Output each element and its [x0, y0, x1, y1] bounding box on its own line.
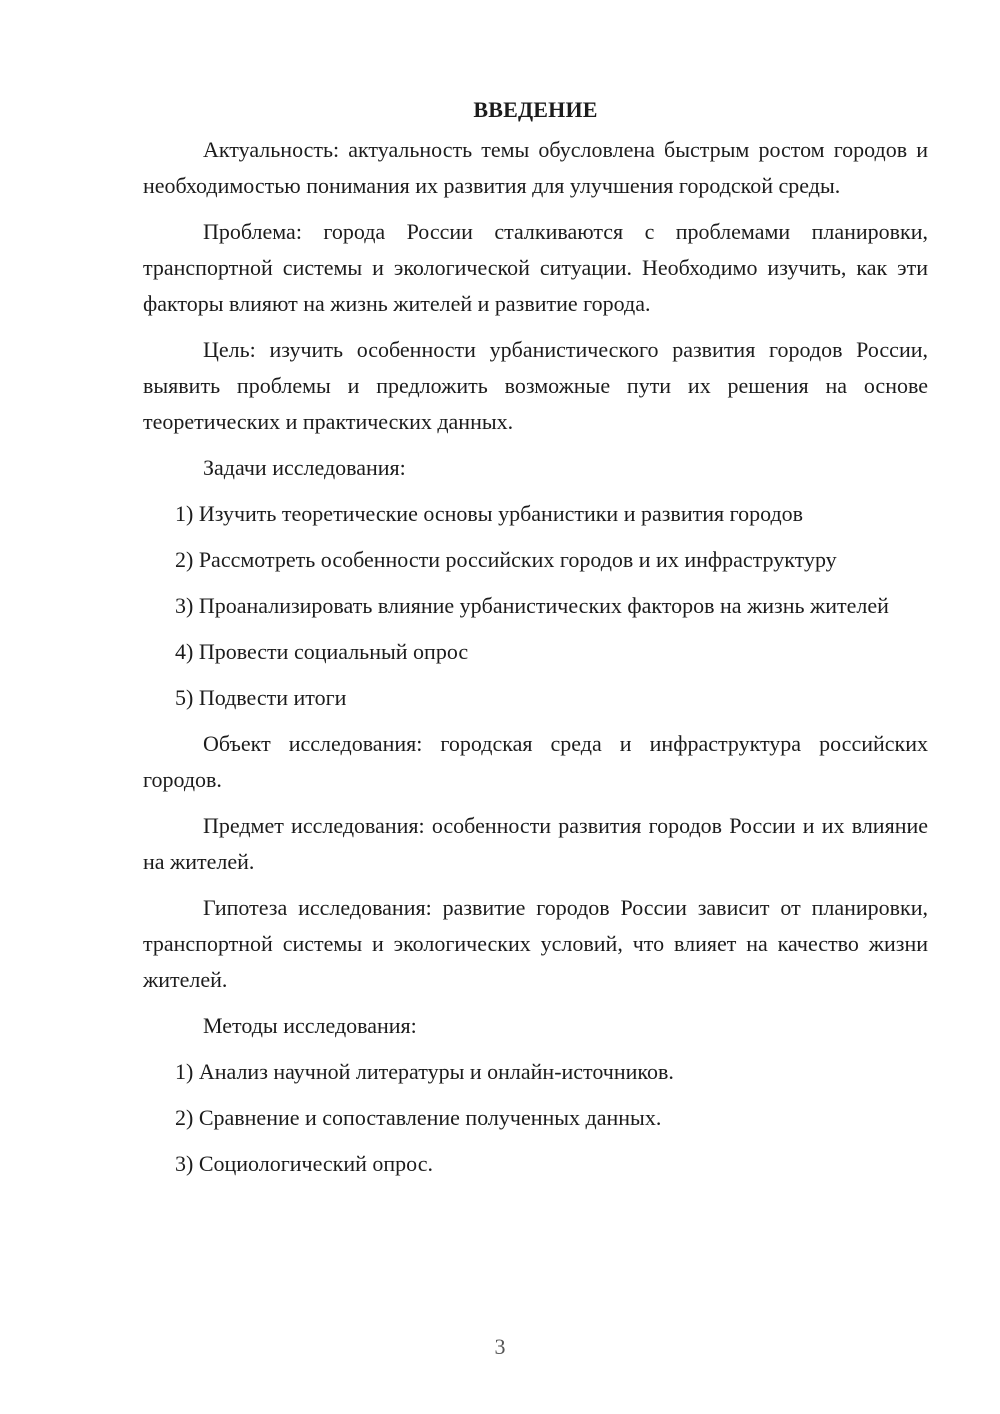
- method-item: 3) Социологический опрос.: [175, 1151, 433, 1176]
- section-heading: ВВЕДЕНИЕ: [473, 97, 598, 122]
- document-body: [143, 92, 928, 1192]
- task-item: 1) Изучить теоретические основы урбанистики и развития городов: [175, 501, 804, 526]
- methods-title: Методы исследования:: [203, 1013, 417, 1038]
- task-item: 2) Рассмотреть особенности российских городов и их инфраструктуру: [175, 547, 837, 572]
- hypothesis-paragraph: Гипотеза исследования: развитие городов России зависит от планировки, транспортной системы и экологических условий, что влияет на качество жизни жителей.: [143, 895, 928, 992]
- task-item: 5) Подвести итоги: [175, 685, 347, 710]
- task-item: 4) Провести социальный опрос: [175, 639, 469, 664]
- task-item: 3) Проанализировать влияние урбанистических факторов на жизнь жителей: [175, 593, 889, 618]
- goal-paragraph: Цель: изучить особенности урбанистического развития городов России, выявить проблемы и предложить возможные пути их решения на основе теоретических и практических данных.: [143, 337, 928, 434]
- method-item: 1) Анализ научной литературы и онлайн-источников.: [175, 1059, 674, 1084]
- subject-paragraph: Предмет исследования: особенности развития городов России и их влияние на жителей.: [143, 813, 928, 874]
- relevance-paragraph: Актуальность: актуальность темы обусловлена быстрым ростом городов и необходимостью понимания их развития для улучшения городской среды.: [143, 137, 928, 198]
- method-item: 2) Сравнение и сопоставление полученных данных.: [175, 1105, 662, 1130]
- problem-paragraph: Проблема: города России сталкиваются с проблемами планировки, транспортной системы и экологической ситуации. Необходимо изучить, как эти факторы влияют на жизнь жителей и развитие города.: [143, 219, 928, 316]
- object-paragraph: Объект исследования: городская среда и инфраструктура российских городов.: [143, 731, 928, 792]
- page-number: 3: [494, 1334, 506, 1359]
- tasks-title: Задачи исследования:: [203, 455, 406, 480]
